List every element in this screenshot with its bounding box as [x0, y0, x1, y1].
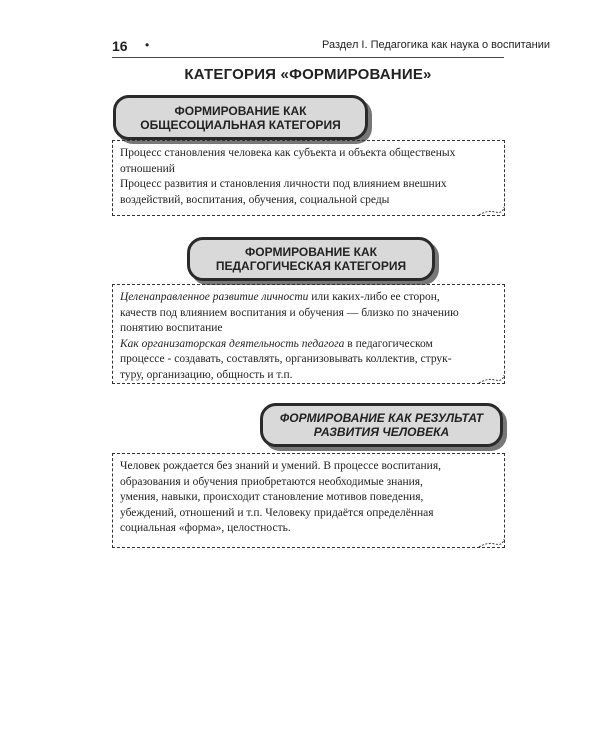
text-line: умения, навыки, происходит становление мотивов поведения,: [120, 491, 424, 503]
text-line: [120, 290, 498, 306]
text-line: Человек рождается без знаний и умений. В процессе воспитания,: [120, 460, 441, 472]
heading-line: ФОРМИРОВАНИЕ КАК РЕЗУЛЬТАТ: [279, 411, 484, 425]
text-line: понятию воспитание: [120, 322, 223, 334]
header-separator: •: [145, 38, 150, 52]
running-header: Раздел I. Педагогика как наука о воспитании: [322, 39, 551, 51]
page-curl-icon: [477, 374, 505, 384]
heading-box-result: [260, 403, 503, 447]
header-rule: [112, 57, 504, 58]
text-box-pedagogical: [112, 284, 505, 384]
text-line: Процесс развития и становления личности под влиянием внешних: [120, 178, 447, 190]
page-curl-icon: [477, 206, 505, 216]
text-line: воздействий, воспитания, обучения, социальной среды: [120, 193, 390, 206]
text-line: отношений: [120, 162, 175, 175]
heading-line: ФОРМИРОВАНИЕ КАК: [174, 103, 307, 118]
heading-box-social: [113, 95, 368, 140]
text-line: туру, организацию, общность и т.п.: [120, 368, 293, 381]
text-box-social: [112, 140, 505, 216]
text-line: качеств под влиянием воспитания и обучения — близко по значению: [120, 306, 459, 319]
heading-box-pedagogical: [187, 237, 435, 281]
text-line: социальная «форма», целостность.: [120, 522, 291, 534]
text-line: процессе - создавать, составлять, организовывать коллектив, струк-: [120, 353, 452, 365]
text-fragment: или каких-либо ее сторон,: [308, 291, 440, 303]
page-curl-icon: [477, 538, 505, 548]
text-line: [120, 337, 498, 353]
heading-line: ФОРМИРОВАНИЕ КАК: [245, 245, 377, 259]
heading-line: ОБЩЕСОЦИАЛЬНАЯ КАТЕГОРИЯ: [140, 117, 341, 132]
text-line: Процесс становления человека как субъекта и объекта общественых: [120, 147, 456, 159]
page-title: КАТЕГОРИЯ «ФОРМИРОВАНИЕ»: [184, 66, 432, 83]
heading-line: РАЗВИТИЯ ЧЕЛОВЕКА: [313, 425, 450, 439]
text-fragment: в педагогическом: [344, 337, 433, 350]
text-line: образования и обучения приобретаются необходимые знания,: [120, 475, 423, 488]
text-line: убеждений, отношений и т.п. Человеку придаётся определённая: [120, 506, 434, 519]
emphasis-text: Как организаторская деятельность педагога: [120, 337, 345, 350]
page-number: 16: [112, 38, 128, 54]
emphasis-text: Целенаправленное развитие личности: [120, 291, 309, 303]
heading-line: ПЕДАГОГИЧЕСКАЯ КАТЕГОРИЯ: [215, 259, 407, 273]
text-box-result: [112, 453, 505, 548]
